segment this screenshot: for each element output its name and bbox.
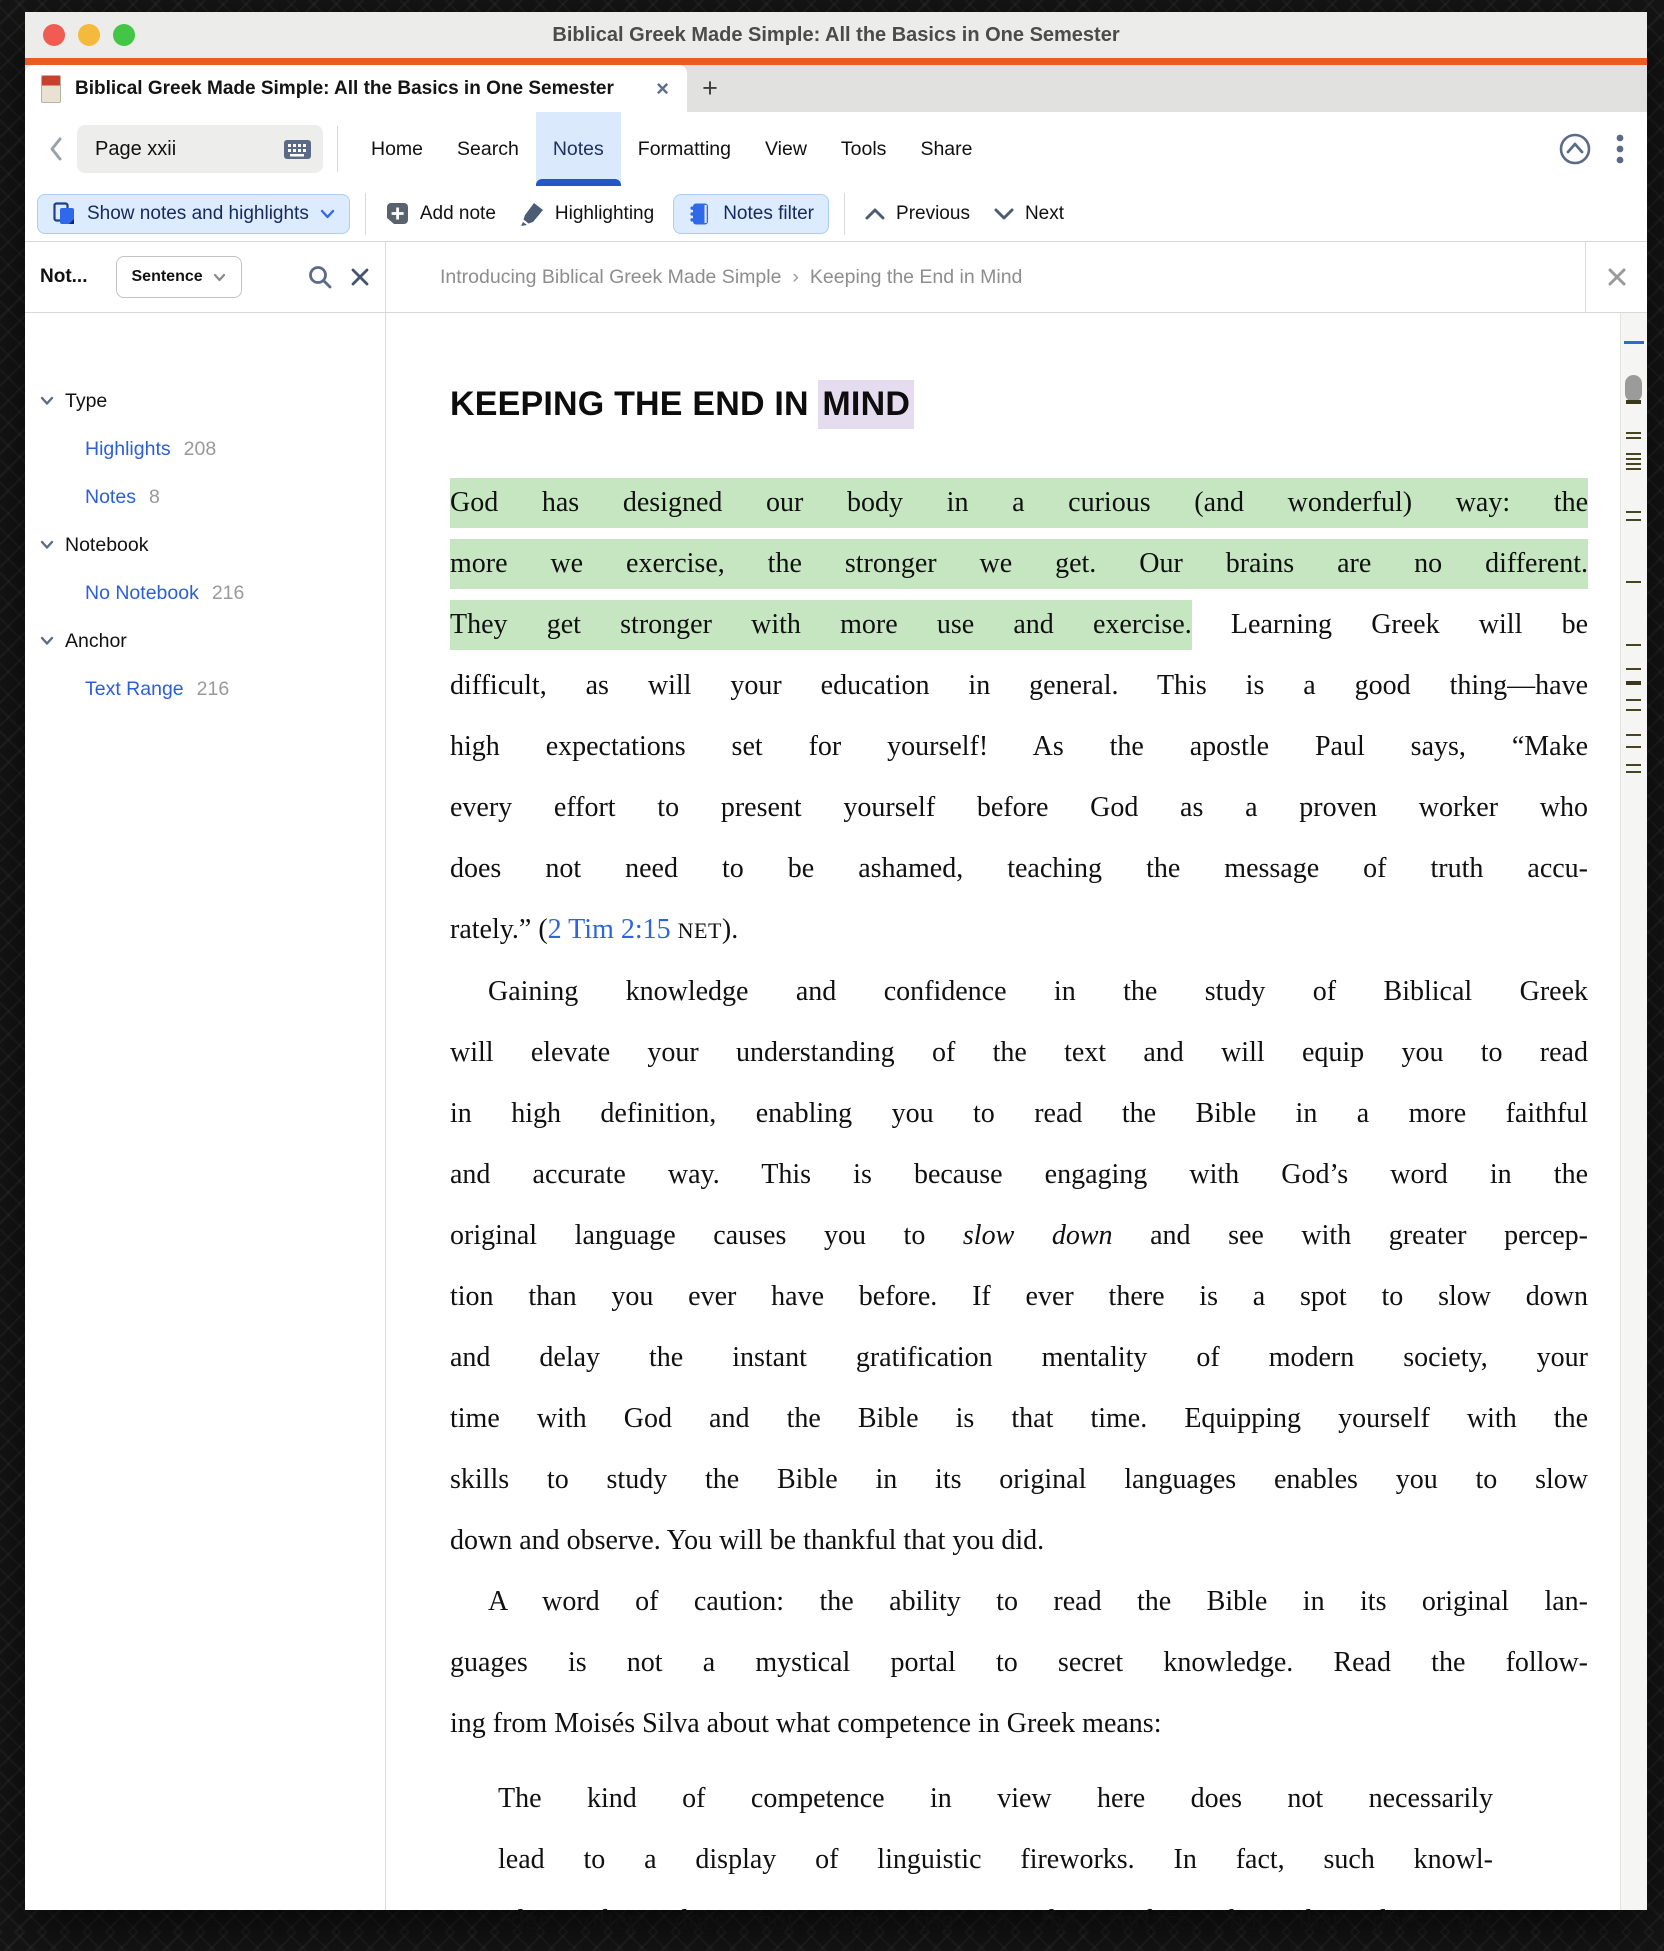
text-run: ). <box>721 914 739 945</box>
breadcrumb-part[interactable]: Introducing Biblical Greek Made Simple <box>440 265 782 288</box>
filter-item-link[interactable]: Text Range <box>85 677 184 700</box>
traffic-lights <box>43 12 135 58</box>
text-line <box>450 1144 1588 1205</box>
back-button[interactable] <box>41 112 77 186</box>
paragraph <box>450 1571 1588 1754</box>
filter-item-count: 216 <box>196 677 230 700</box>
text-line <box>450 777 1588 838</box>
window-title: Biblical Greek Made Simple: All the Basics in One Semester <box>552 23 1120 46</box>
text-line <box>450 1205 1588 1266</box>
text-run: and accurate way. This is because engaging with God’s word in the <box>450 1159 1588 1190</box>
text-line <box>450 1266 1588 1327</box>
zoom-window-button[interactable] <box>113 24 135 46</box>
text-run: lead to a display of linguistic fireworks. In fact, such knowl- <box>498 1844 1493 1875</box>
italic-text: slow down <box>962 1220 1113 1251</box>
text-run: A word of caution: the ability to read the Bible in its original lan- <box>488 1586 1588 1617</box>
highlight-position-mark <box>1626 468 1641 470</box>
app-window <box>25 12 1647 1936</box>
reading-panel <box>386 242 1647 1936</box>
text-line <box>450 1022 1588 1083</box>
scrollbar-thumb[interactable] <box>1625 375 1642 402</box>
scrollbar[interactable] <box>1620 313 1647 1910</box>
page-input[interactable] <box>95 138 255 161</box>
text-line <box>450 533 1588 594</box>
highlight-position-mark <box>1626 681 1641 685</box>
menu-formatting[interactable]: Formatting <box>637 137 731 160</box>
toolbar-divider <box>844 193 845 235</box>
keyboard-icon[interactable] <box>284 140 311 159</box>
text-run: ing from Moisés Silva about what competence in Greek means: <box>450 1708 1162 1739</box>
filter-item-text-range[interactable] <box>25 665 385 713</box>
chevron-up-icon <box>864 207 886 221</box>
text-run: does not need to be ashamed, teaching the message of truth accu- <box>450 853 1588 884</box>
text-line <box>450 1632 1588 1693</box>
chevron-down-icon <box>320 209 335 219</box>
text-run: and see with greater percep- <box>1112 1220 1589 1251</box>
text-run: time with God and the Bible is that time. Equipping yourself with the <box>450 1403 1588 1434</box>
filter-group-label: Notebook <box>65 533 149 556</box>
highlight-position-mark <box>1626 699 1641 701</box>
heading-highlight: MIND <box>818 380 914 429</box>
filter-item-count: 216 <box>211 581 245 604</box>
breadcrumb-part[interactable]: Keeping the End in Mind <box>809 265 1023 288</box>
highlight-position-mark <box>1626 511 1641 513</box>
notes-filter-label: Notes filter <box>723 202 815 224</box>
next-button[interactable] <box>989 203 1068 225</box>
bible-reference-link[interactable]: 2 Tim 2:15 <box>547 914 671 945</box>
text-run: down and observe. You will be thankful that you did. <box>450 1525 1045 1556</box>
highlight-position-mark <box>1626 400 1641 404</box>
book-content <box>386 313 1620 1936</box>
collapse-toolbar-icon[interactable] <box>1557 131 1593 167</box>
text-line <box>498 1768 1493 1829</box>
highlight-position-mark <box>1626 437 1641 439</box>
text-line <box>450 472 1588 533</box>
sort-label: Sentence <box>131 268 203 285</box>
highlight-position-mark <box>1626 463 1641 465</box>
text-line <box>450 899 1588 961</box>
sort-dropdown[interactable] <box>116 256 242 298</box>
close-reading-pane-button[interactable] <box>1585 242 1647 312</box>
text-run: tion than you ever have before. If ever there is a spot to slow down <box>450 1281 1588 1312</box>
green-highlight: God has designed our body in a curious (and wonderful) way: the <box>450 478 1588 528</box>
filter-group-type[interactable] <box>25 377 385 425</box>
text-run: and delay the instant gratification mentality of modern society, your <box>450 1342 1588 1373</box>
filter-item-count: 208 <box>183 437 217 460</box>
filter-item-no-notebook[interactable] <box>25 569 385 617</box>
text-run: every effort to present yourself before God as a proven worker who <box>450 792 1588 823</box>
tab-close-icon[interactable]: × <box>656 75 669 101</box>
filter-group-label: Type <box>65 389 108 412</box>
next-label: Next <box>1024 202 1065 224</box>
navigation-toolbar <box>25 112 1647 186</box>
body-paragraphs <box>450 472 1588 1754</box>
sidebar-title: Not... <box>40 266 88 287</box>
kebab-menu-icon[interactable] <box>1615 131 1625 167</box>
add-note-icon <box>385 201 410 226</box>
text-line <box>450 1388 1588 1449</box>
menu-tools[interactable]: Tools <box>840 137 887 160</box>
menu-share[interactable]: Share <box>920 137 973 160</box>
text-run: will elevate your understanding of the text and will equip you to read <box>450 1037 1588 1068</box>
green-highlight: They get stronger with more use and exercise. <box>450 600 1192 650</box>
minimize-window-button[interactable] <box>78 24 100 46</box>
notebook-icon <box>688 202 712 226</box>
book-cover-icon <box>41 75 61 103</box>
filter-group-label: Anchor <box>65 629 127 652</box>
text-line <box>450 961 1588 1022</box>
text-run: high expectations set for yourself! As the apostle Paul says, “Make <box>450 731 1588 762</box>
add-note-button[interactable] <box>381 201 500 226</box>
search-icon[interactable] <box>307 264 333 290</box>
highlight-position-mark <box>1626 519 1641 521</box>
text-line <box>450 594 1588 655</box>
highlight-position-mark <box>1626 709 1641 711</box>
text-line <box>450 1449 1588 1510</box>
new-tab-button[interactable]: + <box>702 73 718 103</box>
add-note-label: Add note <box>419 202 496 224</box>
highlight-position-mark <box>1626 764 1641 766</box>
toolbar-divider <box>365 193 366 235</box>
paragraph <box>450 472 1588 961</box>
show-notes-dropdown[interactable] <box>37 194 350 234</box>
text-line <box>450 838 1588 899</box>
text-line <box>450 1693 1588 1754</box>
page-reference-box[interactable] <box>77 125 323 173</box>
text-line <box>450 1327 1588 1388</box>
text-run: difficult, as will your education in general. This is a good thing—have <box>450 670 1588 701</box>
previous-button[interactable] <box>860 203 974 225</box>
filter-item-link[interactable]: No Notebook <box>85 581 199 604</box>
previous-label: Previous <box>896 202 970 224</box>
text-line <box>498 1890 1493 1951</box>
text-run: guages is not a mystical portal to secret knowledge. Read the follow- <box>450 1647 1588 1678</box>
highlighting-label: Highlighting <box>554 202 655 224</box>
notes-filter-button[interactable] <box>673 194 829 234</box>
chevron-down-icon <box>993 207 1015 221</box>
menu-notes[interactable]: Notes <box>536 112 621 186</box>
text-run: skills to study the Bible in its original languages enables you to slow <box>450 1464 1588 1495</box>
highlight-position-mark <box>1626 734 1641 736</box>
filter-item-notes[interactable] <box>25 473 385 521</box>
filter-tree <box>25 313 385 713</box>
text-run <box>671 914 678 945</box>
text-run: rately.” ( <box>450 914 548 945</box>
titlebar <box>25 12 1647 58</box>
text-line <box>498 1829 1493 1890</box>
chevron-down-icon <box>40 396 54 406</box>
highlight-position-mark <box>1626 432 1641 434</box>
main-menu <box>354 112 989 186</box>
text-line <box>450 716 1588 777</box>
highlight-position-mark <box>1626 458 1641 460</box>
highlight-position-mark <box>1626 668 1641 670</box>
paragraph <box>450 961 1588 1571</box>
green-highlight: more we exercise, the stronger we get. Our brains are no different. <box>450 539 1588 589</box>
highlight-position-mark <box>1626 581 1641 583</box>
highlight-position-mark <box>1626 746 1641 748</box>
breadcrumb-separator: › <box>792 265 799 288</box>
resource-tab[interactable] <box>25 65 687 112</box>
close-window-button[interactable] <box>43 24 65 46</box>
section-heading <box>450 385 1588 427</box>
highlighting-button[interactable] <box>515 201 658 227</box>
breadcrumb-row <box>386 242 1647 313</box>
close-sidebar-icon[interactable] <box>349 266 371 288</box>
text-run: edge often does not even rise to the surface, but that does not <box>498 1905 1493 1936</box>
translation-abbrev: NET <box>677 918 722 943</box>
scrollbar-position-marker <box>1624 341 1644 344</box>
toolbar-right-icons <box>1557 112 1625 186</box>
toolbar-divider <box>337 126 338 172</box>
text-line <box>450 655 1588 716</box>
accent-bar <box>25 58 1647 65</box>
sidebar-header <box>25 242 385 313</box>
highlight-position-mark <box>1626 771 1641 773</box>
block-quote <box>498 1768 1493 1951</box>
tab-title: Biblical Greek Made Simple: All the Basics in One Semester <box>75 77 614 99</box>
layered-pages-icon <box>52 202 76 226</box>
notes-toolbar <box>25 186 1647 242</box>
text-run: Learning Greek will be <box>1191 609 1588 640</box>
filter-item-link[interactable]: Notes <box>85 485 136 508</box>
text-line <box>450 1083 1588 1144</box>
tab-bar <box>25 65 1647 112</box>
heading-text: KEEPING THE END IN <box>450 385 819 423</box>
menu-search[interactable]: Search <box>457 137 519 160</box>
highlight-position-mark <box>1626 644 1641 646</box>
highlight-position-mark <box>1626 453 1641 455</box>
text-run: original language causes you to <box>450 1220 963 1251</box>
chevron-down-icon <box>40 636 54 646</box>
text-line <box>450 1510 1588 1571</box>
text-run: Gaining knowledge and confidence in the study of Biblical Greek <box>488 976 1588 1007</box>
filter-item-count: 8 <box>148 485 160 508</box>
text-run: in high definition, enabling you to read the Bible in a more faithful <box>450 1098 1588 1129</box>
text-line <box>450 1571 1588 1632</box>
filter-item-highlights[interactable] <box>25 425 385 473</box>
menu-view[interactable]: View <box>764 137 807 160</box>
highlighter-icon <box>519 201 545 227</box>
notes-filter-sidebar <box>25 242 385 1910</box>
filter-group-anchor[interactable] <box>25 617 385 665</box>
chevron-down-icon <box>213 273 226 282</box>
filter-group-notebook[interactable] <box>25 521 385 569</box>
chevron-down-icon <box>40 540 54 550</box>
breadcrumb[interactable] <box>386 242 1585 312</box>
show-notes-label: Show notes and highlights <box>87 202 309 224</box>
filter-item-link[interactable]: Highlights <box>85 437 171 460</box>
menu-home[interactable]: Home <box>371 137 424 160</box>
text-run: The kind of competence in view here does not necessarily <box>498 1783 1493 1814</box>
close-icon <box>1607 267 1627 287</box>
